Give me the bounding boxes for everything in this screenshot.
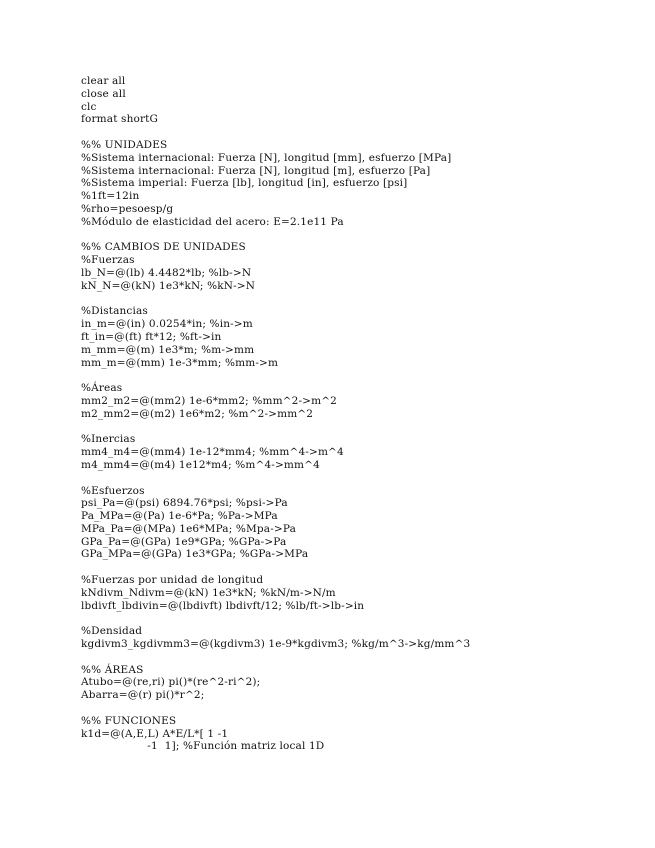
blank-line: [81, 229, 641, 242]
blank-line: [81, 369, 641, 382]
blank-line: [81, 472, 641, 485]
blank-line: [81, 293, 641, 306]
code-line: GPa_Pa=@(GPa) 1e9*GPa; %GPa->Pa: [81, 535, 287, 548]
code-line: %Distancias: [81, 305, 148, 318]
blank-line: [81, 126, 641, 139]
code-line: %Inercias: [81, 433, 136, 446]
code-block: [81, 139, 641, 229]
code-line: clear all: [81, 75, 126, 87]
code-line: k1d=@(A,E,L) A*E/L*[ 1 -1: [81, 727, 229, 740]
code-line: m_mm=@(m) 1e3*m; %m->mm: [81, 343, 255, 356]
code-line: %Sistema imperial: Fuerza [lb], longitud [in], esfuerzo [psi]: [81, 177, 408, 190]
code-line: %% CAMBIOS DE UNIDADES: [81, 241, 246, 254]
code-block: [81, 382, 641, 420]
code-line: kN_N=@(kN) 1e3*kN; %kN->N: [81, 279, 256, 292]
code-line: mm4_m4=@(mm4) 1e-12*mm4; %mm^4->m^4: [81, 446, 344, 459]
code-line: GPa_MPa=@(GPa) 1e3*GPa; %GPa->MPa: [81, 548, 309, 561]
code-line: %% UNIDADES: [81, 138, 168, 151]
code-line: lbdivft_lbdivin=@(lbdivft) lbdivft/12; %lb/ft->lb->in: [81, 599, 365, 612]
blank-line: [81, 421, 641, 434]
code-line: Pa_MPa=@(Pa) 1e-6*Pa; %Pa->MPa: [81, 510, 278, 523]
code-line: ft_in=@(ft) ft*12; %ft->in: [81, 330, 222, 343]
code-line: m2_mm2=@(m2) 1e6*m2; %m^2->mm^2: [81, 407, 314, 420]
code-block: [81, 305, 641, 369]
code-block: [81, 715, 641, 753]
blank-line: [81, 561, 641, 574]
blank-line: [81, 702, 641, 715]
code-block: [81, 664, 641, 702]
code-line: mm_m=@(mm) 1e-3*mm; %mm->m: [81, 356, 279, 369]
code-line: MPa_Pa=@(MPa) 1e6*MPa; %Mpa->Pa: [81, 522, 297, 535]
code-line: %1ft=12in: [81, 190, 140, 203]
code-line: mm2_m2=@(mm2) 1e-6*mm2; %mm^2->m^2: [81, 394, 337, 407]
code-listing: [81, 75, 641, 753]
code-line: %% ÁREAS: [81, 663, 144, 676]
code-line: %Fuerzas: [81, 254, 135, 267]
code-line: Abarra=@(r) pi()*r^2;: [81, 689, 205, 702]
code-block: [81, 574, 641, 612]
code-line: %Esfuerzos: [81, 484, 145, 497]
code-line: m4_mm4=@(m4) 1e12*m4; %m^4->mm^4: [81, 458, 320, 471]
code-line: psi_Pa=@(psi) 6894.76*psi; %psi->Pa: [81, 497, 288, 510]
code-block: [81, 241, 641, 292]
code-line: format shortG: [81, 113, 159, 126]
code-line: lb_N=@(lb) 4.4482*lb; %lb->N: [81, 266, 252, 279]
blank-line: [81, 612, 641, 625]
code-line: in_m=@(in) 0.0254*in; %in->m: [81, 318, 253, 331]
code-line: kgdivm3_kgdivmm3=@(kgdivm3) 1e-9*kgdivm3; %kg/m^3->kg/mm^3: [81, 638, 471, 651]
blank-line: [81, 651, 641, 664]
code-line: clc: [81, 100, 97, 113]
code-line: Atubo=@(re,ri) pi()*(re^2-ri^2);: [81, 676, 261, 689]
code-line: %Sistema internacional: Fuerza [N], longitud [mm], esfuerzo [MPa]: [81, 151, 452, 164]
code-block: [81, 433, 641, 471]
code-block: [81, 625, 641, 651]
code-line: %Densidad: [81, 625, 143, 638]
code-line: %rho=pesoesp/g: [81, 202, 174, 215]
code-line: %Áreas: [81, 382, 123, 395]
code-line: %Fuerzas por unidad de longitud: [81, 574, 264, 587]
code-line: -1 1]; %Función matriz local 1D: [81, 740, 325, 753]
code-block: [81, 75, 641, 126]
code-block: [81, 485, 641, 562]
code-line: %% FUNCIONES: [81, 714, 177, 727]
code-line: %Sistema internacional: Fuerza [N], longitud [m], esfuerzo [Pa]: [81, 164, 431, 177]
code-line: close all: [81, 87, 126, 100]
code-line: kNdivm_Ndivm=@(kN) 1e3*kN; %kN/m->N/m: [81, 586, 336, 599]
code-line: %Módulo de elasticidad del acero: E=2.1e11 Pa: [81, 215, 344, 228]
